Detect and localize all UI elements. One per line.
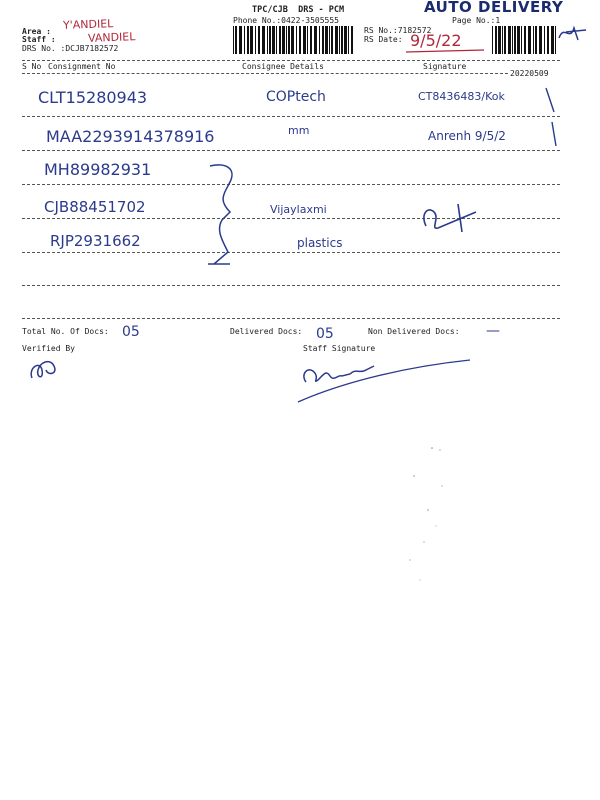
row-divider [22,116,560,117]
rs-date-value: 9/5/22 [410,31,462,50]
non-delivered-docs-value: — [486,323,500,339]
verified-signature [26,354,62,384]
barcode-left [232,26,356,54]
row-divider [22,184,560,185]
barcode-right [491,26,559,54]
col-signature: Signature [423,62,467,71]
consignment-no: CLT15280943 [38,88,148,107]
header-initials [556,20,590,44]
drs-line [22,44,118,53]
print-date: 20220509 [510,69,549,78]
total-docs-label: Total No. Of Docs: [22,327,109,336]
header-title: TPC/CJB DRS - PCM [252,5,345,15]
row-divider [22,150,560,151]
area-value: Y'ANDIEL [62,17,114,32]
branch-code: PCM [328,5,345,15]
drs-number: DCJB7182572 [65,44,119,53]
rs-no-label: RS No.: [364,26,398,35]
grouping-brace [200,160,250,270]
signature-value: CT8436483/Kok [418,90,505,103]
staff-value: VANDIEL [87,30,136,45]
doc-type: DRS [298,5,314,15]
phone-label: Phone No.: [233,16,282,25]
row-signature-mark [540,86,564,148]
col-sno: S No [22,62,42,71]
divider-top [22,60,560,61]
delivered-docs-value: 05 [316,326,334,342]
signature-value: Anrenh 9/5/2 [428,129,506,143]
consignment-no: RJP2931662 [50,232,141,250]
row-signature-mark [418,198,482,238]
auto-delivery-stamp: AUTO DELIVERY [424,0,564,16]
non-delivered-docs-label: Non Delivered Docs: [368,327,460,336]
drs-label: DRS No. : [22,44,66,53]
rs-no-value: 7182572 [397,26,432,35]
total-docs-value: 05 [122,324,140,340]
area-label: Area : [22,27,51,36]
staff-signature [294,352,474,406]
page-label: Page No.: [452,16,496,25]
company-code: TPC/CJB [252,5,288,15]
phone-line [233,16,339,25]
page-line [452,16,500,25]
delivered-docs-label: Delivered Docs: [230,327,303,336]
consignment-no: MH89982931 [44,160,152,179]
phone-number: 0422-3505555 [281,16,339,25]
col-consignment: Consignment No [48,62,116,71]
staff-label: Staff : [22,35,56,44]
consignee-details: plastics [297,236,343,250]
consignee-details: Vijaylaxmi [270,203,327,216]
row-divider [22,252,560,253]
page-number: 1 [495,16,501,25]
consignment-no: CJB88451702 [44,198,146,216]
staff-signature-label: Staff Signature [303,344,376,353]
rs-date-underline [404,48,486,54]
verified-by-label: Verified By [22,344,75,353]
divider-header [22,73,508,74]
divider-bottom [22,318,560,319]
consignee-details: COPtech [266,89,326,105]
consignment-no: MAA2293914378916 [46,127,215,146]
rs-date-label: RS Date: [364,35,403,44]
consignee-details: mm [288,124,310,137]
scan-noise [380,440,470,600]
row-divider [22,285,560,286]
col-consignee: Consignee Details [242,62,324,71]
